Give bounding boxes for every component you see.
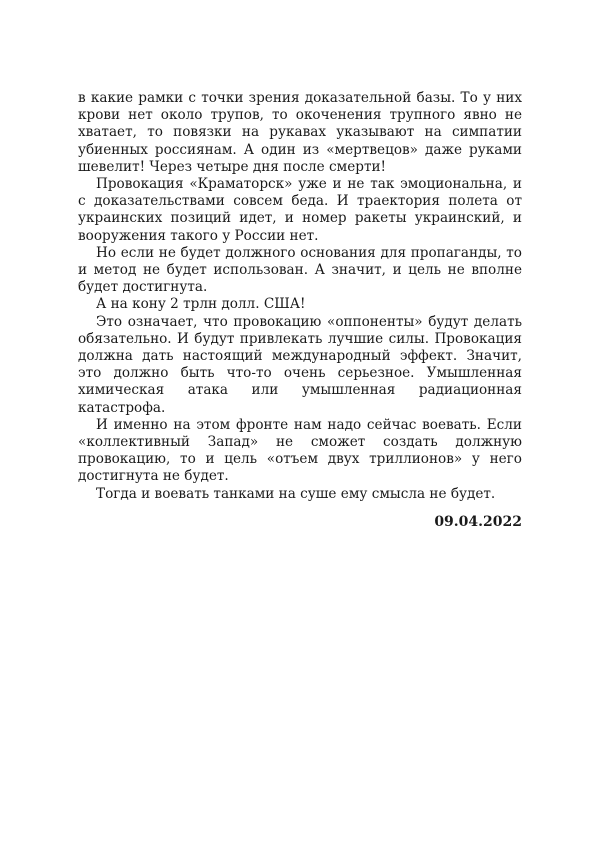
paragraph: Это означает, что провокацию «оппоненты» будут делать обязательно. И будут привлекать лучшие силы. Провокация должна дать настоящий международный эффект. Значит, это должно быть что-то очень серьезное. Умышленная химическая атака или умышленная радиационная катастрофа. [78,313,522,416]
paragraph: И именно на этом фронте нам надо сейчас воевать. Если «коллективный Запад» не сможет создать должную провокацию, то и цель «отъем двух триллионов» у него достигнута не будет. [78,416,522,485]
paragraph: Но если не будет должного основания для пропаганды, то и метод не будет использован. А значит, и цель не вполне будет достигнута. [78,244,522,296]
paragraph: Провокация «Краматорск» уже и не так эмоциональна, и с доказательствами совсем беда. И траектория полета от украинских позиций идет, и номер ракеты украинский, и вооружения такого у России нет. [78,176,522,244]
paragraph: Тогда и воевать танками на суше ему смысла не будет. [96,485,496,502]
paragraph: А на кону 2 трлн долл. США! [96,296,306,313]
document-date: 09.04.2022 [434,513,522,530]
paragraph: в какие рамки с точки зрения доказательной базы. То у них крови нет около трупов, то окоченения трупного явно не хватает, то повязки на рукавах указывают на симпатии убиенных россиянам. А один из «мертвецов» даже руками шевелит! Через четыре дня после смерти! [78,90,522,175]
document-page [78,90,522,531]
